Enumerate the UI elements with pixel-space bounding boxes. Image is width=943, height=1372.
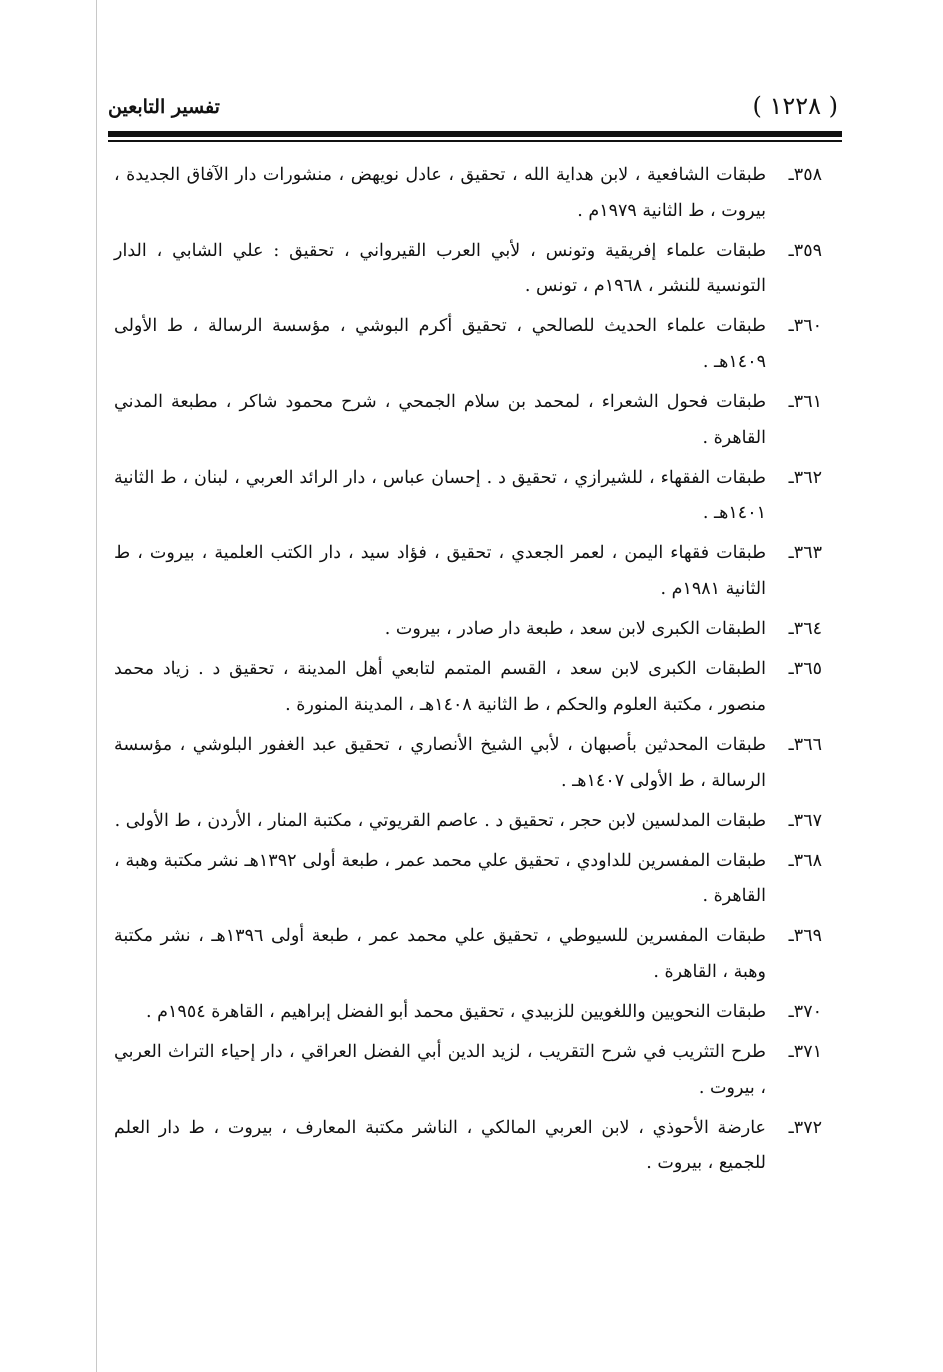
entry-number: ٣٦٤ـ [788,619,822,640]
header-rule-thin [108,140,842,142]
bibliography-entry [110,919,822,990]
entry-text: طبقات فحول الشعراء ، لمحمد بن سلام الجمحي ، شرح محمود شاكر ، مطبعة المدني القاهرة . [114,392,766,448]
page-number: ( ١٢٢٨ ) [752,92,838,120]
entry-text: طبقات علماء الحديث للصالحي ، تحقيق أكرم البوشي ، مؤسسة الرسالة ، ط الأولى ١٤٠٩هـ . [114,316,766,372]
entry-number: ٣٦٣ـ [788,543,822,564]
entry-text: عارضة الأحوذي ، لابن العربي المالكي ، الناشر مكتبة المعارف ، بيروت ، ط دار العلم للجميع ، بيروت . [114,1117,766,1174]
entry-text: طبقات الشافعية ، لابن هداية الله ، تحقيق ، عادل نويهض ، منشورات دار الآفاق الجديدة ، بيروت ، ط الثانية ١٩٧٩م . [114,165,766,221]
entry-text: طبقات علماء إفريقية وتونس ، لأبي العرب القيرواني ، تحقيق : علي الشابي ، الدار التونسية للنشر ، ١٩٦٨م ، تونس . [114,240,766,297]
entry-text: طبقات المحدثين بأصبهان ، لأبي الشيخ الأنصاري ، تحقيق عبد الغفور البلوشي ، مؤسسة الرسالة ، ط الأولى ١٤٠٧هـ . [114,734,766,791]
bibliography-entry [110,536,822,607]
page-header [108,88,838,128]
entry-number: ٣٦٨ـ [788,850,822,871]
entry-text: طبقات المفسرين للسيوطي ، تحقيق علي محمد عمر ، طبعة أولى ١٣٩٦هـ ، نشر مكتبة وهبة ، القاهرة . [114,926,766,982]
entry-number: ٣٦٩ـ [788,926,822,947]
bibliography-entry [110,234,822,305]
bibliography-entry [110,652,822,723]
header-rule-thick [108,131,842,137]
entry-number: ٣٧٠ـ [788,1002,822,1023]
entry-text: طبقات الفقهاء ، للشيرازي ، تحقيق د . إحسان عباس ، دار الرائد العربي ، لبنان ، ط الثانية ١٤٠١هـ . [114,467,766,524]
entry-number: ٣٥٨ـ [788,165,822,185]
bibliography-entry [110,728,822,799]
bibliography-entry [110,158,822,229]
entry-number: ٣٦٢ـ [788,467,822,488]
entry-text: طبقات النحويين واللغويين للزبيدي ، تحقيق محمد أبو الفضل إبراهيم ، القاهرة ١٩٥٤م . [146,1002,766,1023]
bibliography-entry [110,385,822,456]
bibliography-entry [110,804,822,840]
entry-text: طبقات المفسرين للداودي ، تحقيق علي محمد عمر ، طبعة أولى ١٣٩٢هـ نشر مكتبة وهبة ، القاهرة . [114,850,767,907]
entry-number: ٣٦١ـ [788,392,822,413]
bibliography-entry [110,309,822,380]
book-title: تفسير التابعين [108,96,220,118]
bibliography-entry [110,612,822,648]
page-edge-line [96,0,97,1372]
bibliography-entry [110,844,822,915]
entry-number: ٣٧١ـ [788,1042,822,1063]
bibliography-entry [110,461,822,532]
bibliography-list [110,158,822,1187]
bibliography-entry [110,1111,822,1182]
entry-number: ٣٦٦ـ [788,734,822,755]
entry-text: طرح التثريب في شرح التقريب ، لزيد الدين أبي الفضل العراقي ، دار إحياء التراث العربي ، بيروت . [114,1042,766,1098]
entry-number: ٣٦٧ـ [788,810,822,831]
entry-number: ٣٥٩ـ [788,240,822,261]
entry-number: ٣٦٥ـ [788,659,822,680]
bibliography-entry [110,1035,822,1106]
entry-text: طبقات المدلسين لابن حجر ، تحقيق د . عاصم القريوتي ، مكتبة المنار ، الأردن ، ط الأولى . [114,810,766,831]
entry-text: الطبقات الكبرى لابن سعد ، طبعة دار صادر ، بيروت . [384,619,766,640]
entry-number: ٣٦٠ـ [788,316,822,337]
bibliography-entry [110,995,822,1031]
entry-text: الطبقات الكبرى لابن سعد ، القسم المتمم لتابعي أهل المدينة ، تحقيق د . زياد محمد منصور ، مكتبة العلوم والحكم ، ط الثانية ١٤٠٨هـ ، المدينة المنورة . [114,659,766,715]
entry-number: ٣٧٢ـ [788,1117,822,1138]
entry-text: طبقات فقهاء اليمن ، لعمر الجعدي ، تحقيق ، فؤاد سيد ، دار الكتب العلمية ، بيروت ، ط الثانية ١٩٨١م . [114,543,766,600]
